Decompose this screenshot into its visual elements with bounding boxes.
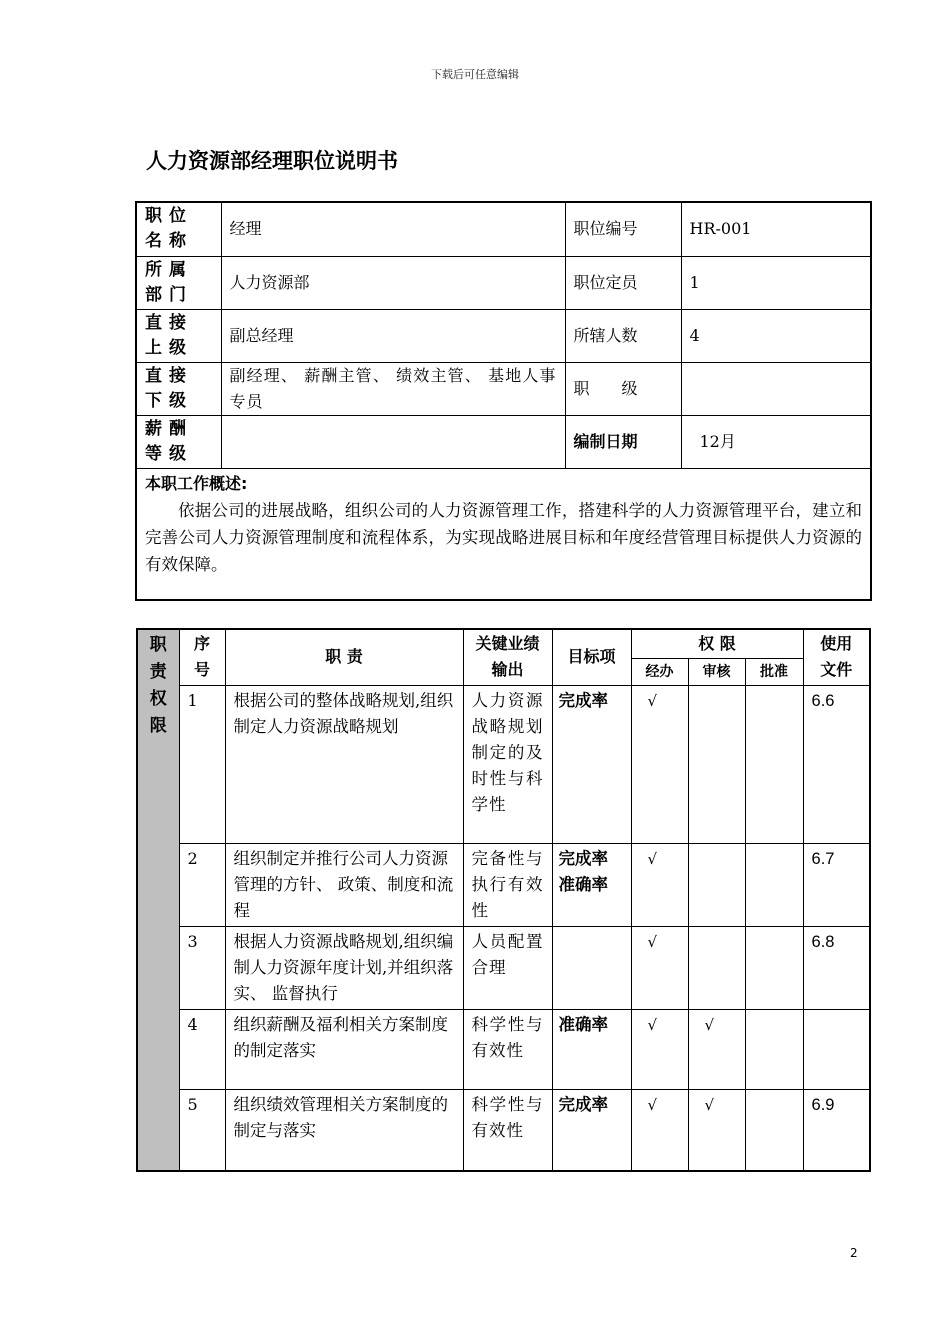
target-item: 完成率 [558, 1094, 608, 1114]
kpi-cell: 人力资源战略规划制定的及时性与科学性 [463, 685, 552, 843]
page-number: 2 [850, 1246, 858, 1260]
kpi-cell: 科学性与有效性 [463, 1089, 552, 1171]
review-mark [688, 926, 745, 1009]
doc-cell: 6.9 [803, 1089, 870, 1171]
summary-text: 依据公司的进展战略，组织公司的人力资源管理工作，搭建科学的人力资源管理平台，建立和完善公司人力资源管理制度和流程体系，为实现战略进展目标和年度经营管理目标提供人力资源的有效保障。 [145, 500, 862, 574]
header-note: 下载后可任意编辑 [431, 68, 519, 81]
summary-heading: 本职工作概述: [145, 473, 248, 493]
summary-cell [136, 468, 871, 600]
review-mark [688, 843, 745, 926]
side-label: 职责权限 [137, 629, 179, 1171]
info-value: 副总经理 [221, 309, 565, 362]
info-value: 人力资源部 [221, 256, 565, 309]
doc-cell [803, 1009, 870, 1089]
info-value-2: 4 [681, 309, 871, 362]
header-row [137, 629, 870, 658]
info-row [136, 362, 871, 415]
position-info-table [135, 201, 872, 601]
info-value: 副经理、 薪酬主管、 绩效主管、 基地人事专员 [221, 362, 565, 415]
info-value [221, 415, 565, 468]
info-label: 直接下级 [136, 362, 221, 415]
info-row [136, 202, 871, 256]
target-cell [552, 1089, 631, 1171]
info-label-2: 编制日期 [565, 415, 681, 468]
info-value-2: 1 [681, 256, 871, 309]
info-value: 经理 [221, 202, 565, 256]
approve-mark [745, 1089, 803, 1171]
duty-row [137, 843, 870, 926]
target-item: 准确率 [558, 874, 608, 894]
document-title: 人力资源部经理职位说明书 [146, 149, 398, 173]
info-label: 薪酬等级 [136, 415, 221, 468]
duties-table [136, 628, 871, 1172]
doc-cell: 6.6 [803, 685, 870, 843]
header-docs: 使用文件 [803, 629, 870, 685]
target-cell [552, 843, 631, 926]
header-approve: 批准 [745, 658, 803, 685]
info-label: 所属部门 [136, 256, 221, 309]
handle-mark: √ [631, 1009, 688, 1089]
duty-cell: 根据人力资源战略规划,组织编制人力资源年度计划,并组织落实、 监督执行 [225, 926, 463, 1009]
duty-cell: 组织薪酬及福利相关方案制度的制定落实 [225, 1009, 463, 1089]
target-cell [552, 685, 631, 843]
header-target: 目标项 [552, 629, 631, 685]
header-duty: 职 责 [225, 629, 463, 685]
info-value-2: 12月 [681, 415, 871, 468]
seq-cell: 1 [179, 685, 225, 843]
duty-cell: 组织制定并推行公司人力资源管理的方针、 政策、制度和流程 [225, 843, 463, 926]
header-review: 审核 [688, 658, 745, 685]
info-label: 职位名称 [136, 202, 221, 256]
approve-mark [745, 1009, 803, 1089]
duty-row [137, 685, 870, 843]
approve-mark [745, 843, 803, 926]
target-item: 准确率 [558, 1014, 608, 1034]
target-cell [552, 926, 631, 1009]
header-kpi: 关键业绩输出 [463, 629, 552, 685]
review-mark [688, 685, 745, 843]
info-label-2: 职位编号 [565, 202, 681, 256]
handle-mark: √ [631, 926, 688, 1009]
seq-cell: 2 [179, 843, 225, 926]
summary-row [136, 468, 871, 600]
header-authority: 权 限 [631, 629, 803, 658]
info-label-2: 所辖人数 [565, 309, 681, 362]
approve-mark [745, 926, 803, 1009]
duty-row [137, 1009, 870, 1089]
handle-mark: √ [631, 1089, 688, 1171]
info-label-2: 职 级 [565, 362, 681, 415]
approve-mark [745, 685, 803, 843]
handle-mark: √ [631, 843, 688, 926]
header-handle: 经办 [631, 658, 688, 685]
doc-cell: 6.7 [803, 843, 870, 926]
info-label-2: 职位定员 [565, 256, 681, 309]
info-row [136, 309, 871, 362]
info-value-2 [681, 362, 871, 415]
kpi-cell: 科学性与有效性 [463, 1009, 552, 1089]
review-mark: √ [688, 1009, 745, 1089]
target-item: 完成率 [558, 690, 608, 710]
duty-cell: 组织绩效管理相关方案制度的制定与落实 [225, 1089, 463, 1171]
doc-cell: 6.8 [803, 926, 870, 1009]
info-row [136, 256, 871, 309]
handle-mark: √ [631, 685, 688, 843]
info-value-2: HR-001 [681, 202, 871, 256]
kpi-cell: 完备性与执行有效性 [463, 843, 552, 926]
duty-row [137, 926, 870, 1009]
target-cell [552, 1009, 631, 1089]
kpi-cell: 人员配置合理 [463, 926, 552, 1009]
seq-cell: 5 [179, 1089, 225, 1171]
info-row [136, 415, 871, 468]
seq-cell: 3 [179, 926, 225, 1009]
seq-cell: 4 [179, 1009, 225, 1089]
duty-cell: 根据公司的整体战略规划,组织制定人力资源战略规划 [225, 685, 463, 843]
target-item: 完成率 [558, 848, 608, 868]
header-seq: 序号 [179, 629, 225, 685]
info-label: 直接上级 [136, 309, 221, 362]
review-mark: √ [688, 1089, 745, 1171]
duty-row [137, 1089, 870, 1171]
